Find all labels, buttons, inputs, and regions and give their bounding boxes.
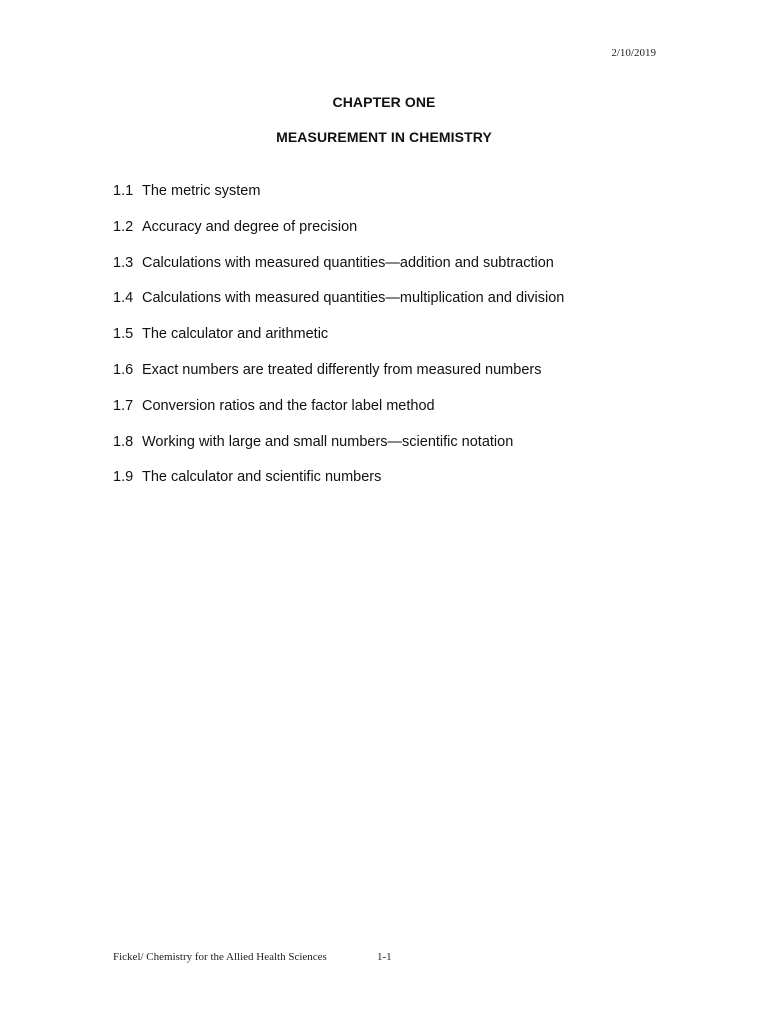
section-item [113, 254, 564, 290]
section-title: Calculations with measured quantities—addition and subtraction [142, 254, 554, 271]
section-number: 1.9 [113, 469, 134, 486]
page-date: 2/10/2019 [611, 47, 656, 59]
section-number: 1.5 [113, 326, 134, 343]
section-item [113, 433, 564, 469]
section-title: The metric system [142, 183, 261, 199]
section-item [113, 361, 564, 397]
section-item [113, 325, 564, 361]
section-number: 1.3 [113, 254, 134, 271]
section-item [113, 218, 564, 254]
section-item [113, 289, 564, 325]
chapter-subtitle: MEASUREMENT IN CHEMISTRY [276, 129, 492, 145]
section-item [113, 182, 564, 218]
section-item [113, 468, 564, 504]
section-title: The calculator and arithmetic [142, 326, 329, 343]
footer-page-number: 1-1 [377, 951, 392, 963]
section-number: 1.7 [113, 397, 134, 414]
section-list [113, 182, 564, 504]
section-title: Working with large and small numbers—scientific notation [142, 433, 514, 450]
section-number: 1.4 [113, 290, 134, 307]
chapter-title: CHAPTER ONE [332, 94, 436, 110]
page-footer [113, 951, 392, 963]
section-number: 1.8 [113, 433, 134, 450]
section-number: 1.1 [113, 183, 134, 199]
section-title: Calculations with measured quantities—multiplication and division [142, 290, 565, 307]
section-number: 1.6 [113, 361, 134, 378]
section-title: Conversion ratios and the factor label method [142, 397, 435, 414]
footer-source: Fickel/ Chemistry for the Allied Health Sciences [113, 951, 327, 963]
section-title: Exact numbers are treated differently from measured numbers [142, 361, 542, 378]
section-number: 1.2 [113, 218, 134, 235]
section-title: The calculator and scientific numbers [142, 469, 382, 486]
section-title: Accuracy and degree of precision [142, 218, 358, 235]
section-item [113, 397, 564, 433]
